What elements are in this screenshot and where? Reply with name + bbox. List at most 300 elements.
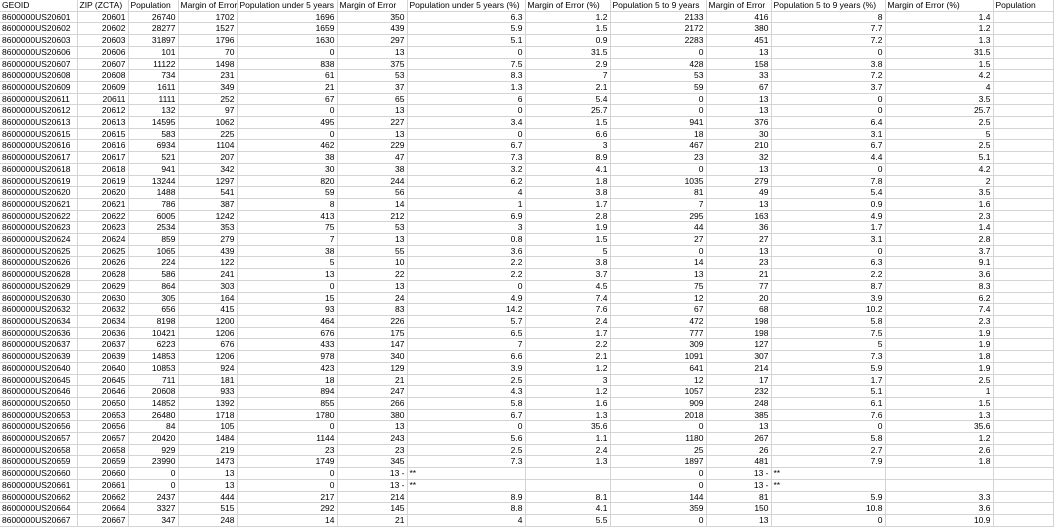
table-cell[interactable] bbox=[993, 514, 1053, 526]
table-cell[interactable]: 855 bbox=[237, 397, 337, 409]
table-cell[interactable]: 859 bbox=[128, 234, 178, 246]
table-cell[interactable]: 1.4 bbox=[885, 222, 993, 234]
table-cell[interactable]: 13 bbox=[706, 105, 771, 117]
table-cell[interactable]: 279 bbox=[178, 234, 237, 246]
table-cell[interactable] bbox=[993, 46, 1053, 58]
table-cell[interactable]: 8600000US20615 bbox=[0, 128, 77, 140]
table-cell[interactable]: 305 bbox=[128, 292, 178, 304]
table-cell[interactable] bbox=[993, 198, 1053, 210]
table-cell[interactable]: 0 bbox=[407, 128, 525, 140]
table-cell[interactable]: 17 bbox=[706, 374, 771, 386]
table-cell[interactable]: 20618 bbox=[77, 163, 128, 175]
table-cell[interactable]: 1180 bbox=[610, 433, 706, 445]
table-cell[interactable]: 20615 bbox=[77, 128, 128, 140]
table-cell[interactable]: 1.5 bbox=[525, 234, 610, 246]
table-cell[interactable]: 4 bbox=[407, 187, 525, 199]
table-cell[interactable]: 2.5 bbox=[885, 140, 993, 152]
table-cell[interactable]: 144 bbox=[610, 491, 706, 503]
table-cell[interactable]: 1.5 bbox=[525, 23, 610, 35]
table-cell[interactable]: 75 bbox=[610, 280, 706, 292]
table-cell[interactable]: 8.7 bbox=[771, 280, 885, 292]
table-cell[interactable]: 20630 bbox=[77, 292, 128, 304]
table-cell[interactable]: 380 bbox=[337, 409, 407, 421]
table-cell[interactable]: 10 bbox=[337, 257, 407, 269]
table-cell[interactable]: 38 bbox=[337, 163, 407, 175]
table-cell[interactable]: 4.9 bbox=[771, 210, 885, 222]
table-cell[interactable]: 1.5 bbox=[525, 117, 610, 129]
table-cell[interactable]: 21 bbox=[337, 374, 407, 386]
table-cell[interactable]: 1.2 bbox=[525, 362, 610, 374]
table-cell[interactable]: 1.3 bbox=[407, 81, 525, 93]
table-cell[interactable]: 2172 bbox=[610, 23, 706, 35]
table-cell[interactable]: 231 bbox=[178, 70, 237, 82]
table-cell[interactable]: 8600000US20617 bbox=[0, 152, 77, 164]
table-cell[interactable]: 248 bbox=[706, 397, 771, 409]
table-cell[interactable]: 232 bbox=[706, 386, 771, 398]
table-cell[interactable]: 909 bbox=[610, 397, 706, 409]
table-cell[interactable]: 8600000US20603 bbox=[0, 35, 77, 47]
table-cell[interactable]: 3.5 bbox=[885, 93, 993, 105]
table-cell[interactable]: 10.2 bbox=[771, 304, 885, 316]
table-cell[interactable]: 8600000US20629 bbox=[0, 280, 77, 292]
table-cell[interactable]: 6934 bbox=[128, 140, 178, 152]
table-cell[interactable]: 8600000US20612 bbox=[0, 105, 77, 117]
table-cell[interactable]: 105 bbox=[178, 421, 237, 433]
table-cell[interactable]: 35.6 bbox=[525, 421, 610, 433]
table-cell[interactable]: 37 bbox=[337, 81, 407, 93]
table-cell[interactable]: 8600000US20624 bbox=[0, 234, 77, 246]
table-cell[interactable] bbox=[993, 23, 1053, 35]
table-cell[interactable]: 267 bbox=[706, 433, 771, 445]
table-cell[interactable]: 345 bbox=[337, 456, 407, 468]
table-cell[interactable]: 30 bbox=[706, 128, 771, 140]
table-cell[interactable] bbox=[993, 280, 1053, 292]
table-cell[interactable] bbox=[993, 269, 1053, 281]
table-cell[interactable]: 8600000US20623 bbox=[0, 222, 77, 234]
table-cell[interactable]: 295 bbox=[610, 210, 706, 222]
table-cell[interactable]: 472 bbox=[610, 315, 706, 327]
column-header[interactable]: Margin of Error bbox=[178, 0, 237, 11]
table-cell[interactable]: 3.4 bbox=[407, 117, 525, 129]
table-cell[interactable]: 20607 bbox=[77, 58, 128, 70]
table-cell[interactable]: 0 bbox=[610, 479, 706, 491]
table-cell[interactable]: 5.7 bbox=[407, 315, 525, 327]
table-cell[interactable]: 8600000US20653 bbox=[0, 409, 77, 421]
table-cell[interactable]: 941 bbox=[128, 163, 178, 175]
table-cell[interactable]: 67 bbox=[610, 304, 706, 316]
table-cell[interactable]: 7.3 bbox=[771, 351, 885, 363]
table-cell[interactable]: 27 bbox=[610, 234, 706, 246]
table-cell[interactable]: 656 bbox=[128, 304, 178, 316]
table-cell[interactable]: 1 bbox=[885, 386, 993, 398]
table-cell[interactable]: 303 bbox=[178, 280, 237, 292]
table-cell[interactable]: 4.9 bbox=[407, 292, 525, 304]
table-cell[interactable]: 35.6 bbox=[885, 421, 993, 433]
table-cell[interactable]: 3.2 bbox=[407, 163, 525, 175]
table-cell[interactable]: 20662 bbox=[77, 491, 128, 503]
table-cell[interactable]: 521 bbox=[128, 152, 178, 164]
table-cell[interactable]: 20622 bbox=[77, 210, 128, 222]
table-cell[interactable] bbox=[993, 479, 1053, 491]
table-cell[interactable]: 8600000US20640 bbox=[0, 362, 77, 374]
table-cell[interactable]: 20640 bbox=[77, 362, 128, 374]
table-cell[interactable]: 28277 bbox=[128, 23, 178, 35]
table-cell[interactable]: 164 bbox=[178, 292, 237, 304]
table-cell[interactable]: 349 bbox=[178, 81, 237, 93]
table-cell[interactable]: 8600000US20657 bbox=[0, 433, 77, 445]
table-cell[interactable] bbox=[525, 479, 610, 491]
table-cell[interactable]: 2.5 bbox=[885, 374, 993, 386]
table-cell[interactable] bbox=[993, 152, 1053, 164]
table-cell[interactable]: 210 bbox=[706, 140, 771, 152]
table-cell[interactable]: 6.4 bbox=[771, 117, 885, 129]
table-cell[interactable]: 1.7 bbox=[525, 327, 610, 339]
table-cell[interactable]: 1.3 bbox=[525, 409, 610, 421]
table-cell[interactable]: 838 bbox=[237, 58, 337, 70]
table-cell[interactable]: 14595 bbox=[128, 117, 178, 129]
table-cell[interactable]: 5.4 bbox=[525, 93, 610, 105]
table-cell[interactable] bbox=[993, 362, 1053, 374]
table-cell[interactable]: 129 bbox=[337, 362, 407, 374]
table-cell[interactable]: 8600000US20601 bbox=[0, 11, 77, 23]
column-header[interactable]: Population under 5 years bbox=[237, 0, 337, 11]
table-cell[interactable]: 8600000US20602 bbox=[0, 23, 77, 35]
table-cell[interactable]: 864 bbox=[128, 280, 178, 292]
table-cell[interactable]: 13 bbox=[706, 198, 771, 210]
table-cell[interactable]: 8.3 bbox=[885, 280, 993, 292]
table-cell[interactable]: 5.4 bbox=[771, 187, 885, 199]
table-cell[interactable]: 252 bbox=[178, 93, 237, 105]
table-cell[interactable]: 10.9 bbox=[885, 514, 993, 526]
table-cell[interactable]: 894 bbox=[237, 386, 337, 398]
table-cell[interactable]: 0 bbox=[237, 105, 337, 117]
table-cell[interactable]: 6.1 bbox=[771, 397, 885, 409]
table-cell[interactable]: 5.9 bbox=[407, 23, 525, 35]
table-cell[interactable] bbox=[993, 257, 1053, 269]
table-cell[interactable]: 2.4 bbox=[525, 315, 610, 327]
table-cell[interactable]: 8600000US20606 bbox=[0, 46, 77, 58]
table-cell[interactable]: 0 bbox=[610, 421, 706, 433]
table-cell[interactable]: 13 bbox=[706, 163, 771, 175]
table-cell[interactable]: 248 bbox=[178, 514, 237, 526]
table-cell[interactable]: 3 bbox=[525, 374, 610, 386]
table-cell[interactable]: 212 bbox=[337, 210, 407, 222]
table-cell[interactable]: 11122 bbox=[128, 58, 178, 70]
table-cell[interactable]: 347 bbox=[128, 514, 178, 526]
table-cell[interactable]: 13 - bbox=[706, 479, 771, 491]
table-cell[interactable]: 340 bbox=[337, 351, 407, 363]
table-cell[interactable] bbox=[993, 421, 1053, 433]
table-cell[interactable]: 481 bbox=[706, 456, 771, 468]
table-cell[interactable]: 13 - bbox=[706, 468, 771, 480]
table-cell[interactable]: 586 bbox=[128, 269, 178, 281]
table-cell[interactable]: 467 bbox=[610, 140, 706, 152]
table-cell[interactable]: 1.9 bbox=[885, 362, 993, 374]
table-cell[interactable]: 24 bbox=[337, 292, 407, 304]
table-cell[interactable]: 3.8 bbox=[525, 187, 610, 199]
table-cell[interactable]: 31.5 bbox=[525, 46, 610, 58]
table-cell[interactable]: 292 bbox=[237, 503, 337, 515]
table-cell[interactable]: 1630 bbox=[237, 35, 337, 47]
table-cell[interactable]: 0 bbox=[237, 479, 337, 491]
table-cell[interactable]: 20629 bbox=[77, 280, 128, 292]
table-cell[interactable]: 2.2 bbox=[525, 339, 610, 351]
table-cell[interactable] bbox=[993, 35, 1053, 47]
table-cell[interactable]: 0 bbox=[407, 421, 525, 433]
table-cell[interactable]: 5.5 bbox=[525, 514, 610, 526]
table-cell[interactable]: 1104 bbox=[178, 140, 237, 152]
table-cell[interactable]: 7.5 bbox=[407, 58, 525, 70]
table-cell[interactable]: 462 bbox=[237, 140, 337, 152]
table-cell[interactable]: 214 bbox=[706, 362, 771, 374]
table-cell[interactable]: 3.1 bbox=[771, 128, 885, 140]
table-cell[interactable]: 70 bbox=[178, 46, 237, 58]
column-header[interactable]: Margin of Error bbox=[337, 0, 407, 11]
table-cell[interactable]: 18 bbox=[237, 374, 337, 386]
table-cell[interactable]: 0 bbox=[128, 479, 178, 491]
table-cell[interactable]: 219 bbox=[178, 444, 237, 456]
table-cell[interactable]: 1897 bbox=[610, 456, 706, 468]
table-cell[interactable]: 20636 bbox=[77, 327, 128, 339]
column-header[interactable]: Population bbox=[128, 0, 178, 11]
table-cell[interactable]: 8198 bbox=[128, 315, 178, 327]
table-cell[interactable]: 214 bbox=[337, 491, 407, 503]
table-cell[interactable]: 23 bbox=[610, 152, 706, 164]
table-cell[interactable]: 5.8 bbox=[771, 433, 885, 445]
table-cell[interactable]: 1.8 bbox=[885, 351, 993, 363]
table-cell[interactable]: 163 bbox=[706, 210, 771, 222]
table-cell[interactable]: 2.8 bbox=[525, 210, 610, 222]
table-cell[interactable]: 20619 bbox=[77, 175, 128, 187]
table-cell[interactable]: 20624 bbox=[77, 234, 128, 246]
table-cell[interactable]: 7 bbox=[407, 339, 525, 351]
table-cell[interactable] bbox=[993, 397, 1053, 409]
table-cell[interactable]: 583 bbox=[128, 128, 178, 140]
table-cell[interactable]: 20657 bbox=[77, 433, 128, 445]
table-cell[interactable]: 5.6 bbox=[407, 433, 525, 445]
table-cell[interactable] bbox=[993, 374, 1053, 386]
table-cell[interactable]: 198 bbox=[706, 315, 771, 327]
table-cell[interactable]: 8600000US20659 bbox=[0, 456, 77, 468]
table-cell[interactable]: 0 bbox=[407, 105, 525, 117]
table-cell[interactable]: 3.7 bbox=[771, 81, 885, 93]
table-cell[interactable]: 1527 bbox=[178, 23, 237, 35]
table-cell[interactable]: 30 bbox=[237, 163, 337, 175]
table-cell[interactable]: 3.6 bbox=[885, 269, 993, 281]
table-cell[interactable]: 0 bbox=[407, 280, 525, 292]
table-cell[interactable]: 7.4 bbox=[885, 304, 993, 316]
table-cell[interactable]: 0 bbox=[771, 93, 885, 105]
table-cell[interactable]: 734 bbox=[128, 70, 178, 82]
table-cell[interactable] bbox=[993, 187, 1053, 199]
table-cell[interactable]: 1.3 bbox=[885, 35, 993, 47]
table-cell[interactable]: 32 bbox=[706, 152, 771, 164]
table-cell[interactable]: 12 bbox=[610, 292, 706, 304]
table-cell[interactable]: 20420 bbox=[128, 433, 178, 445]
table-cell[interactable]: 676 bbox=[237, 327, 337, 339]
table-cell[interactable]: 13 bbox=[706, 514, 771, 526]
table-cell[interactable]: 541 bbox=[178, 187, 237, 199]
table-cell[interactable]: 1.4 bbox=[885, 11, 993, 23]
table-cell[interactable]: 97 bbox=[178, 105, 237, 117]
table-cell[interactable]: 820 bbox=[237, 175, 337, 187]
table-cell[interactable] bbox=[993, 386, 1053, 398]
table-cell[interactable]: 33 bbox=[706, 70, 771, 82]
table-cell[interactable] bbox=[993, 433, 1053, 445]
table-cell[interactable]: ** bbox=[407, 468, 525, 480]
table-cell[interactable]: 3.7 bbox=[885, 245, 993, 257]
table-cell[interactable]: 3.9 bbox=[771, 292, 885, 304]
table-cell[interactable]: 8600000US20608 bbox=[0, 70, 77, 82]
table-cell[interactable] bbox=[993, 234, 1053, 246]
table-cell[interactable]: 3.5 bbox=[885, 187, 993, 199]
table-cell[interactable]: 20623 bbox=[77, 222, 128, 234]
table-cell[interactable]: 5.8 bbox=[407, 397, 525, 409]
table-cell[interactable]: 1206 bbox=[178, 327, 237, 339]
table-cell[interactable]: 1206 bbox=[178, 351, 237, 363]
table-cell[interactable]: 13 bbox=[706, 421, 771, 433]
table-cell[interactable]: 207 bbox=[178, 152, 237, 164]
table-cell[interactable]: 44 bbox=[610, 222, 706, 234]
table-cell[interactable]: 84 bbox=[128, 421, 178, 433]
table-cell[interactable]: 13 bbox=[706, 46, 771, 58]
table-cell[interactable]: 224 bbox=[128, 257, 178, 269]
table-cell[interactable]: 127 bbox=[706, 339, 771, 351]
table-cell[interactable]: 3.9 bbox=[407, 362, 525, 374]
table-cell[interactable]: 8600000US20609 bbox=[0, 81, 77, 93]
table-cell[interactable]: 4.1 bbox=[525, 503, 610, 515]
table-cell[interactable]: 145 bbox=[337, 503, 407, 515]
table-cell[interactable]: 2.9 bbox=[525, 58, 610, 70]
table-cell[interactable]: 5 bbox=[885, 128, 993, 140]
table-cell[interactable]: 0 bbox=[610, 163, 706, 175]
table-cell[interactable]: 1780 bbox=[237, 409, 337, 421]
table-cell[interactable]: 25.7 bbox=[525, 105, 610, 117]
table-cell[interactable]: 6.3 bbox=[771, 257, 885, 269]
table-cell[interactable]: 93 bbox=[237, 304, 337, 316]
table-cell[interactable]: 2.5 bbox=[885, 117, 993, 129]
table-cell[interactable]: 2.2 bbox=[407, 269, 525, 281]
table-cell[interactable]: 1488 bbox=[128, 187, 178, 199]
table-cell[interactable]: 3.6 bbox=[407, 245, 525, 257]
table-cell[interactable]: 2.4 bbox=[525, 444, 610, 456]
table-cell[interactable]: 13 bbox=[337, 280, 407, 292]
table-cell[interactable]: 7.6 bbox=[771, 409, 885, 421]
table-cell[interactable]: 1.8 bbox=[525, 175, 610, 187]
table-cell[interactable]: 0 bbox=[610, 245, 706, 257]
table-cell[interactable]: 53 bbox=[337, 70, 407, 82]
table-cell[interactable]: 27 bbox=[706, 234, 771, 246]
table-cell[interactable]: 2.1 bbox=[525, 351, 610, 363]
table-cell[interactable]: 38 bbox=[237, 152, 337, 164]
table-cell[interactable]: 2.6 bbox=[885, 444, 993, 456]
table-cell[interactable]: 20620 bbox=[77, 187, 128, 199]
table-cell[interactable]: 8600000US20645 bbox=[0, 374, 77, 386]
table-cell[interactable]: 21 bbox=[337, 514, 407, 526]
table-cell[interactable]: 2.5 bbox=[407, 444, 525, 456]
table-cell[interactable]: 147 bbox=[337, 339, 407, 351]
table-cell[interactable]: 9.1 bbox=[885, 257, 993, 269]
table-cell[interactable]: 14 bbox=[610, 257, 706, 269]
table-cell[interactable] bbox=[993, 503, 1053, 515]
table-cell[interactable]: 1659 bbox=[237, 23, 337, 35]
table-cell[interactable]: ** bbox=[407, 479, 525, 491]
table-cell[interactable]: 279 bbox=[706, 175, 771, 187]
table-cell[interactable]: 423 bbox=[237, 362, 337, 374]
table-cell[interactable]: 7.8 bbox=[771, 175, 885, 187]
table-cell[interactable]: 0.8 bbox=[407, 234, 525, 246]
table-cell[interactable]: 0 bbox=[771, 105, 885, 117]
table-cell[interactable]: 387 bbox=[178, 198, 237, 210]
table-cell[interactable] bbox=[993, 327, 1053, 339]
table-cell[interactable]: 23 bbox=[706, 257, 771, 269]
table-cell[interactable]: 0 bbox=[237, 280, 337, 292]
table-cell[interactable]: 2.1 bbox=[525, 81, 610, 93]
table-cell[interactable]: 777 bbox=[610, 327, 706, 339]
table-cell[interactable]: 6.7 bbox=[407, 409, 525, 421]
table-cell[interactable]: 59 bbox=[610, 81, 706, 93]
table-cell[interactable]: 20602 bbox=[77, 23, 128, 35]
table-cell[interactable]: 266 bbox=[337, 397, 407, 409]
table-cell[interactable]: 20639 bbox=[77, 351, 128, 363]
table-cell[interactable]: 25 bbox=[610, 444, 706, 456]
table-cell[interactable] bbox=[993, 491, 1053, 503]
table-cell[interactable]: 49 bbox=[706, 187, 771, 199]
table-cell[interactable]: 13 bbox=[706, 245, 771, 257]
table-cell[interactable]: 20660 bbox=[77, 468, 128, 480]
table-cell[interactable]: 1111 bbox=[128, 93, 178, 105]
table-cell[interactable]: 0 bbox=[610, 514, 706, 526]
table-cell[interactable]: 14 bbox=[237, 514, 337, 526]
table-cell[interactable]: 2.2 bbox=[771, 269, 885, 281]
table-cell[interactable]: 20656 bbox=[77, 421, 128, 433]
table-cell[interactable]: 385 bbox=[706, 409, 771, 421]
table-cell[interactable]: 1.8 bbox=[885, 456, 993, 468]
table-cell[interactable]: 0 bbox=[610, 93, 706, 105]
table-cell[interactable]: 13 bbox=[337, 421, 407, 433]
table-cell[interactable]: 3 bbox=[525, 140, 610, 152]
table-cell[interactable]: 8600000US20661 bbox=[0, 479, 77, 491]
table-cell[interactable]: 297 bbox=[337, 35, 407, 47]
table-cell[interactable]: 6.7 bbox=[771, 140, 885, 152]
table-cell[interactable]: 55 bbox=[337, 245, 407, 257]
table-cell[interactable]: 7.3 bbox=[407, 456, 525, 468]
table-cell[interactable]: 978 bbox=[237, 351, 337, 363]
table-cell[interactable]: 225 bbox=[178, 128, 237, 140]
table-cell[interactable]: 1.2 bbox=[525, 386, 610, 398]
table-cell[interactable]: 101 bbox=[128, 46, 178, 58]
table-cell[interactable]: 20608 bbox=[128, 386, 178, 398]
column-header[interactable]: Margin of Error bbox=[706, 0, 771, 11]
table-cell[interactable]: 68 bbox=[706, 304, 771, 316]
table-cell[interactable]: 26740 bbox=[128, 11, 178, 23]
table-cell[interactable]: 175 bbox=[337, 327, 407, 339]
table-cell[interactable]: 1392 bbox=[178, 397, 237, 409]
table-cell[interactable]: 3.8 bbox=[525, 257, 610, 269]
table-cell[interactable]: 444 bbox=[178, 491, 237, 503]
table-cell[interactable] bbox=[993, 81, 1053, 93]
table-cell[interactable]: 1057 bbox=[610, 386, 706, 398]
table-cell[interactable]: 3.8 bbox=[771, 58, 885, 70]
column-header[interactable]: Population bbox=[993, 0, 1053, 11]
table-cell[interactable]: 8600000US20637 bbox=[0, 339, 77, 351]
table-cell[interactable]: 8600000US20607 bbox=[0, 58, 77, 70]
table-cell[interactable] bbox=[993, 409, 1053, 421]
table-cell[interactable]: 241 bbox=[178, 269, 237, 281]
table-cell[interactable]: 7.3 bbox=[407, 152, 525, 164]
table-cell[interactable]: 439 bbox=[337, 23, 407, 35]
table-cell[interactable]: 8600000US20628 bbox=[0, 269, 77, 281]
